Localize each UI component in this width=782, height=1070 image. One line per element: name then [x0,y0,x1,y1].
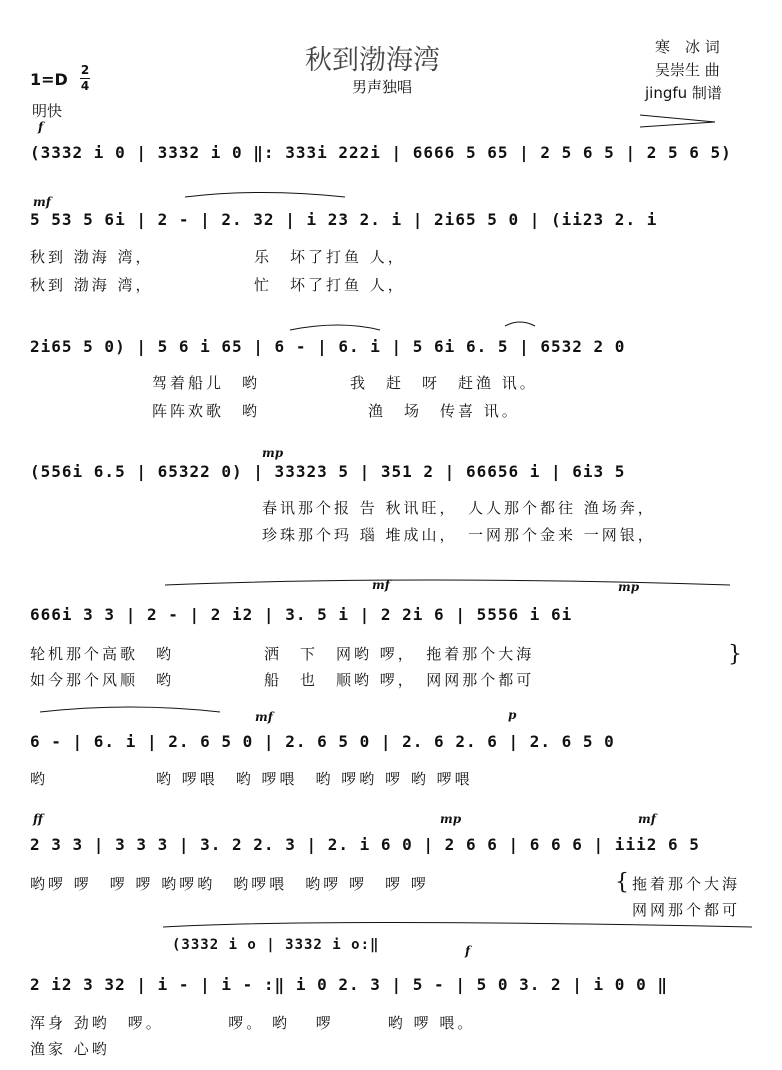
notation-line-5: 666i 3 3 | 2 - | 2 i2 | 3. 5 i | 2 2i 6 | 5556 i 6i [30,605,573,624]
tie-slur [163,923,752,928]
lyric-line: 哟啰 啰 啰 啰 哟啰哟 哟啰喂 哟啰 啰 啰 啰 [30,875,429,893]
dynamic-mark: f [465,944,471,958]
notation-line-8: 2 i2 3 32 | i - | i - :‖ i 0 2. 3 | 5 - | 5 0 3. 2 | i 0 0 ‖ [30,975,668,994]
song-subtitle: 男声独唱 [352,78,413,96]
lyric-line: 春讯那个报 告 秋讯旺， 人人那个都往 渔场奔， [262,499,656,517]
crescendo-line [640,115,715,122]
dynamic-mark: mf [372,578,390,592]
lyric-line: 如今那个风顺 哟 船 也 顺哟 啰， 网网那个都可 [30,671,535,689]
crescendo-line [640,122,715,127]
key-signature: 1=D [30,70,68,89]
notation-line-6: 6 - | 6. i | 2. 6 5 0 | 2. 6 5 0 | 2. 6 2. 6 | 2. 6 5 0 [30,732,615,751]
dynamic-mark: p [508,708,517,722]
dynamic-mark: mf [33,195,51,209]
lyricist-credit: 寒 冰 词 [655,38,720,56]
dynamic-mark: ff [33,812,43,826]
dynamic-mark: mp [440,812,462,826]
tie-slur [165,580,730,585]
tie-slur [290,325,380,330]
time-signature-bottom: 4 [80,79,90,93]
dynamic-mark: f [38,120,44,134]
brace-mark: { [615,870,629,895]
dynamic-mark: mf [638,812,656,826]
tempo-marking: 明快 [32,102,63,120]
lyric-line: 轮机那个高歌 哟 洒 下 网哟 啰， 拖着那个大海 [30,645,535,663]
dynamic-mark: mp [618,580,640,594]
notation-line-7: 2 3 3 | 3 3 3 | 3. 2 2. 3 | 2. i 6 0 | 2 6 6 | 6 6 6 | iii2 6 5 [30,835,700,854]
song-title: 秋到渤海湾 [305,45,440,76]
lyric-line: 秋到 渤海 湾， 乐 坏了打鱼 人， [30,248,406,266]
lyric-line: 浑身 劲哟 啰。 啰。 哟 啰 哟 啰 喂。 [30,1014,476,1032]
lyric-line: 哟 哟 啰喂 哟 啰喂 哟 啰哟 啰 哟 啰喂 [30,770,473,788]
time-signature-top: 2 [80,63,90,77]
lyric-line: 阵阵欢歌 哟 渔 场 传喜 讯。 [152,402,520,420]
lyric-line: 驾着船儿 哟 我 赶 呀 赶渔 讯。 [152,374,538,392]
lyric-line: 渔家 心哟 [30,1040,110,1058]
notation-line-3: 2i65 5 0) | 5 6 i 65 | 6 - | 6. i | 5 6i 6. 5 | 6532 2 0 [30,337,626,356]
brace-mark: } [728,642,742,667]
dynamic-mark: mp [262,446,284,460]
transcriber-credit: jingfu 制谱 [645,84,722,102]
dynamic-mark: mf [255,710,273,724]
lyric-line: 拖着那个大海 [632,875,741,893]
tie-slur [185,193,345,198]
lyric-line: 网网那个都可 [632,901,741,919]
notation-line-1: (3332 i 0 | 3332 i 0 ‖: 333i 222i | 6666 5 65 | 2 5 6 5 | 2 5 6 5) [30,143,732,162]
notation-line-4: (556i 6.5 | 65322 0) | 33323 5 | 351 2 | 66656 i | 6i3 5 [30,462,626,481]
tie-slur [40,707,220,712]
notation-line-2: 5 53 5 6i | 2 - | 2. 32 | i 23 2. i | 2i65 5 0 | (ii23 2. i [30,210,658,229]
composer-credit: 吴崇生 曲 [655,61,720,79]
tie-slur [505,322,535,326]
lyric-line: 珍珠那个玛 瑙 堆成山， 一网那个金来 一网银， [262,526,656,544]
lyric-line: 秋到 渤海 湾， 忙 坏了打鱼 人， [30,276,406,294]
repeat-notation: (3332 i o | 3332 i o:‖ [172,937,380,953]
